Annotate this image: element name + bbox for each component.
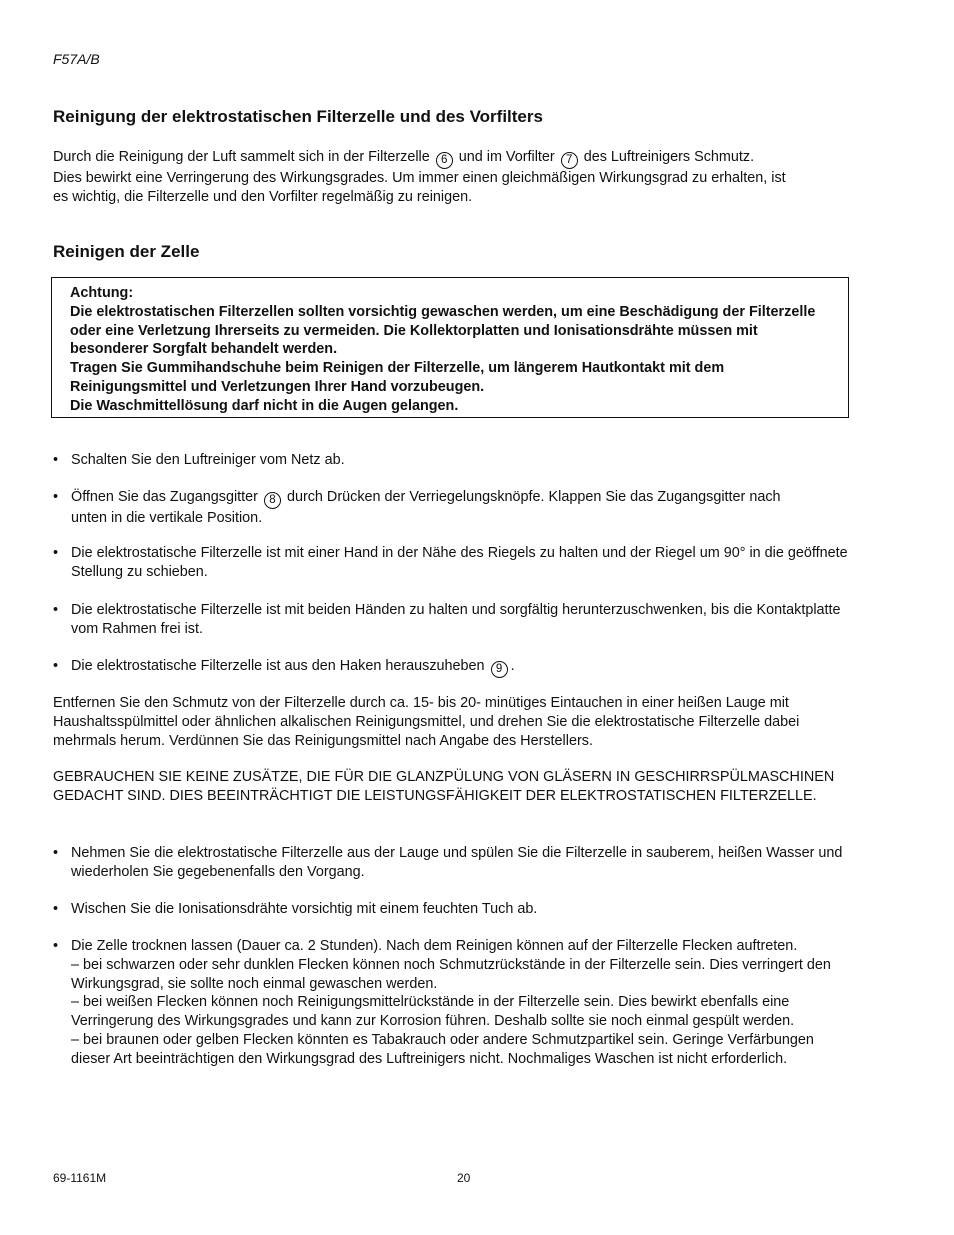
intro-line3: es wichtig, die Filterzelle und den Vorfilter regelmäßig zu reinigen.	[53, 188, 473, 205]
list-item	[53, 488, 853, 528]
list-item	[53, 657, 853, 678]
warning-text-3: Die Waschmittellösung darf nicht in die Augen gelangen.	[70, 397, 459, 414]
bullet: •	[53, 602, 59, 618]
bullet: •	[53, 901, 59, 917]
step-5-part2: .	[510, 658, 515, 674]
page-title: Reinigung der elektrostatischen Filterzelle und des Vorfilters	[53, 107, 543, 126]
step-5-part1: Die elektrostatische Filterzelle ist aus den Haken herauszuheben	[71, 658, 485, 674]
step-8-brown-spots: – bei braunen oder gelben Flecken könnten es Tabakrauch oder andere Schmutzpartikel sein. Geringe Verfärbungen dieser Art beeinträchtigen den Wirkungsgrad des Luftreinigers nicht. Nochmaliges Waschen ist nicht erforderlich.	[71, 1031, 814, 1067]
list-item	[53, 900, 853, 919]
step-3: Die elektrostatische Filterzelle ist mit einer Hand in der Nähe des Riegels zu halten und der Riegel um 90° in die geöffnete Stellung zu schieben.	[71, 545, 848, 580]
bullet: •	[53, 938, 59, 954]
intro-line2: Dies bewirkt eine Verringerung des Wirkungsgrades. Um immer einen gleichmäßigen Wirkungsgrad zu erhalten, ist	[53, 170, 786, 186]
warning-text-1: Die elektrostatischen Filterzellen sollten vorsichtig gewaschen werden, um eine Beschädigung der Filterzelle oder eine Verletzung Ihrerseits zu vermeiden. Die Kollektorplatten und Ionisationsdrähte müssen mit besonderer Sorgfalt behandelt werden.	[70, 303, 816, 358]
step-6: Nehmen Sie die elektrostatische Filterzelle aus der Lauge und spülen Sie die Filterzelle in sauberem, heißen Wasser und wiederholen Sie gegebenenfalls den Vorgang.	[71, 845, 843, 880]
step-2-part1: Öffnen Sie das Zugangsgitter	[71, 489, 258, 505]
page-number: 20	[457, 1171, 471, 1185]
bullet: •	[53, 452, 59, 468]
step-4: Die elektrostatische Filterzelle ist mit beiden Händen zu halten und sorgfältig herunterzuschwenken, bis die Kontaktplatte vom Rahmen frei ist.	[71, 602, 841, 637]
bullet: •	[53, 489, 59, 505]
step-8-intro: Die Zelle trocknen lassen (Dauer ca. 2 Stunden). Nach dem Reinigen können auf der Filterzelle Flecken auftreten.	[71, 938, 798, 954]
step-5	[71, 657, 853, 678]
step-2-part2: durch Drücken der Verriegelungsknöpfe. Klappen Sie das Zugangsgitter nach	[286, 489, 781, 505]
list-item	[53, 451, 853, 470]
ref-number-8: 8	[264, 492, 281, 509]
step-2-line2: unten in die vertikale Position.	[71, 510, 263, 526]
intro-part3: des Luftreinigers Schmutz.	[583, 149, 755, 165]
warning-text-2: Tragen Sie Gummihandschuhe beim Reinigen der Filterzelle, um längerem Hautkontakt mit dem Reinigungsmittel und Verletzungen Ihrer Hand vorzubeugen.	[70, 360, 725, 395]
intro-part1: Durch die Reinigung der Luft sammelt sich in der Filterzelle	[53, 149, 430, 165]
bullet: •	[53, 658, 59, 674]
ref-number-7: 7	[561, 152, 578, 169]
step-8-dark-spots: – bei schwarzen oder sehr dunklen Flecken können noch Schmutzrückstände in der Filterzelle sein. Dies verringert den Wirkungsgrad, sie sollte noch einmal gewaschen werden.	[71, 956, 831, 992]
step-8-white-spots: – bei weißen Flecken können noch Reinigungsmittelrückstände in der Filterzelle sein. Dies bewirkt ebenfalls eine Verringerung des Wirkungsgrades und kann zur Korrosion führen. Deshalb sollte sie noch einmal gespült werden.	[71, 994, 795, 1030]
list-item	[53, 601, 853, 639]
caution-caps-paragraph: GEBRAUCHEN SIE KEINE ZUSÄTZE, DIE FÜR DIE GLANZPÜLUNG VON GLÄSERN IN GESCHIRRSPÜLMASCHINEN GEDACHT SIND. DIES BEEINTRÄCHTIGT DIE LEISTUNGSFÄHIGKEIT DER ELEKTROSTATISCHEN FILTERZELLE.	[53, 769, 835, 804]
step-8	[71, 937, 853, 1069]
soak-paragraph: Entfernen Sie den Schmutz von der Filterzelle durch ca. 15- bis 20- minütiges Eintauchen in einer heißen Lauge mit Haushaltsspülmittel oder ähnlichen alkalischen Reinigungsmittel, und drehen Sie die elektrostatische Filterzelle dabei mehrmals herum. Verdünnen Sie das Reinigungsmittel nach Angabe des Herstellers.	[53, 695, 800, 749]
warning-heading: Achtung:	[70, 285, 134, 301]
intro-paragraph	[53, 148, 853, 207]
warning-box	[51, 277, 849, 418]
bullet: •	[53, 845, 59, 861]
list-item	[53, 844, 853, 882]
intro-part2: und im Vorfilter	[458, 149, 555, 165]
list-item	[53, 937, 853, 1069]
list-item	[53, 544, 853, 582]
ref-number-9: 9	[491, 661, 508, 678]
bullet: •	[53, 545, 59, 561]
step-2	[71, 488, 853, 528]
section-title: Reinigen der Zelle	[53, 242, 200, 261]
step-1: Schalten Sie den Luftreiniger vom Netz ab.	[71, 452, 345, 468]
step-7: Wischen Sie die Ionisationsdrähte vorsichtig mit einem feuchten Tuch ab.	[71, 901, 538, 917]
model-number: F57A/B	[53, 51, 100, 67]
document-number: 69-1161M	[53, 1171, 107, 1185]
ref-number-6: 6	[436, 152, 453, 169]
